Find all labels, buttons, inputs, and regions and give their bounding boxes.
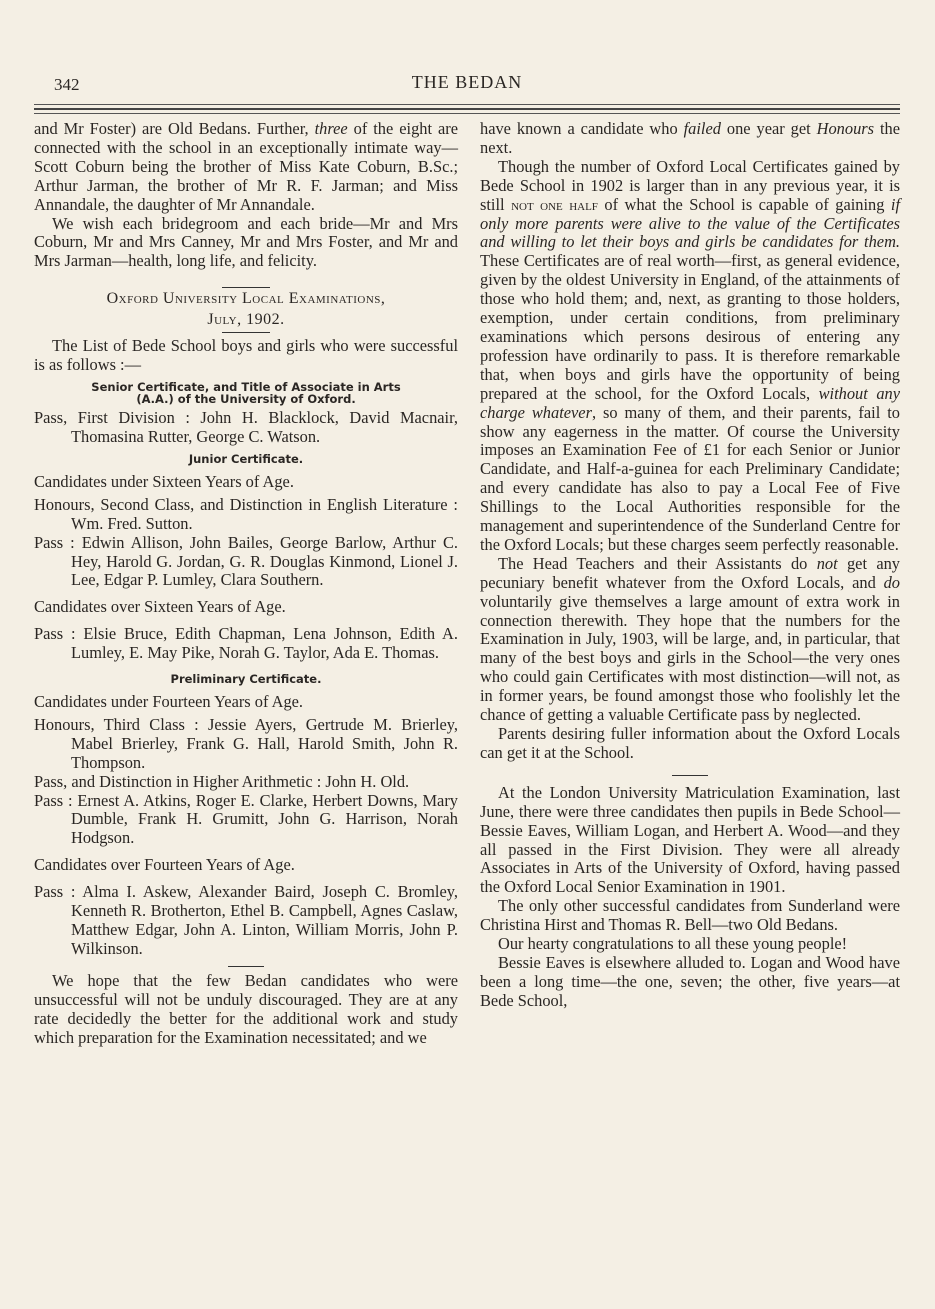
- section-rule: [672, 775, 708, 776]
- right-column: [480, 120, 900, 1011]
- paragraph: The Head Teachers and their Assistants do not get any pecuniary benefit whatever from the Oxford Locals, and do voluntarily give themselves a large amount of extra work in connection therewith. They hope that the numbers for the Examination in July, 1903, will be large, and, in particular, that many of the best boys and girls in the School—the very ones who could gain Certificates with most distinction—will not, as in former years, be found amongst those who foolishly let the chance of getting a valuable Certificate pass by neglected.: [480, 553, 900, 725]
- section-title: Oxford University Local Examinations,: [106, 290, 386, 308]
- subheading: Candidates under Fourteen Years of Age.: [34, 692, 304, 712]
- list-item: Pass, and Distinction in Higher Arithmetic : John H. Old.: [34, 771, 410, 791]
- paragraph: Our hearty congratulations to all these young people!: [498, 934, 848, 954]
- paragraph: have known a candidate who failed one year get Honours the next.: [480, 119, 901, 157]
- page-header: [34, 70, 900, 98]
- list-item: Pass : Alma I. Askew, Alexander Baird, Joseph C. Bromley, Kenneth R. Brotherton, Ethel B. Campbell, Agnes Caslaw, Matthew Edgar, John A. Linton, William Morris, John P. Wilkinson.: [34, 882, 458, 958]
- section-date: July, 1902.: [207, 311, 285, 329]
- header-rule: [34, 108, 900, 110]
- list-item: Honours, Third Class : Jessie Ayers, Gertrude M. Brierley, Mabel Brierley, Frank G. Hall, Harold Smith, John R. Thompson.: [34, 714, 458, 772]
- page-number: 342: [54, 75, 80, 94]
- paragraph: Parents desiring fuller information about the Oxford Locals can get it at the School.: [480, 724, 900, 762]
- paragraph: We wish each bridegroom and each bride—Mr and Mrs Coburn, Mr and Mrs Canney, Mr and Mrs Foster, and Mr and Mrs Jarman—health, long life, and felicity.: [34, 213, 458, 271]
- list-item: Pass : Ernest A. Atkins, Roger E. Clarke, Herbert Downs, Mary Dumble, Frank H. Grumitt, John G. Harrison, Norah Hodgson.: [34, 790, 458, 848]
- list-item: Honours, Second Class, and Distinction in English Literature : Wm. Fred. Sutton.: [34, 494, 458, 533]
- header-rule: [34, 113, 900, 114]
- subheading: Junior Certificate.: [188, 451, 304, 466]
- header-rule: [34, 104, 900, 105]
- section-rule: [228, 966, 264, 967]
- paragraph: We hope that the few Bedan candidates who were unsuccessful will not be unduly discouraged. They are at any rate decidedly the better for the additional work and study which preparation for the Examination necessitated; and we: [34, 970, 458, 1047]
- paragraph: Bessie Eaves is elsewhere alluded to. Logan and Wood have been a long time—the one, seven; the other, five years—at Bede School,: [480, 952, 900, 1010]
- paragraph: At the London University Matriculation Examination, last June, there were three candidates then pupils in Bede School—Bessie Eaves, William Logan, and Herbert A. Wood—and they all passed in the First Division. They were all already Associates in Arts of the University of Oxford, having passed the Oxford Local Senior Examination in 1901.: [480, 782, 900, 897]
- list-item: Pass : Elsie Bruce, Edith Chapman, Lena Johnson, Edith A. Lumley, E. May Pike, Norah G. Taylor, Ada E. Thomas.: [34, 624, 458, 663]
- list-item: Pass : Edwin Allison, John Bailes, George Barlow, Arthur C. Hey, Harold G. Jordan, G. R. Douglas Kinmond, Lionel J. Lee, Edgar P. Lumley, Clara Southern.: [34, 532, 458, 590]
- paragraph: Though the number of Oxford Local Certificates gained by Bede School in 1902 is larger than in any previous year, it is still not one half of what the School is capable of gaining if only more parents were alive to the value of the Certificates and willing to let their boys and girls be candidates for them. These Certificates are of real worth—first, as general evidence, given by the oldest University in England, of the attainments of those who hold them; and, next, as granting to those holders, exemption, under certain conditions, from preliminary examinations which persons desirous of entering any profession have ordinarily to pass. It is therefore remarkable that, when boys and girls have the opportunity of being prepared at the school, for the Oxford Locals, without any charge whatever, so many of them, and their parents, fail to show any eagerness in the matter. Of course the University imposes an Examination Fee of £1 for each Senior or Junior Candidate, and Half-a-guinea for each Preliminary Candidate; and every candidate has also to pay a Local Fee of Five Shillings to the Local Authorities responsible for the management and superintendence of the Sunderland Centre for the Oxford Locals; but these charges seem perfectly reasonable.: [480, 156, 900, 554]
- paragraph: and Mr Foster) are Old Bedans. Further, three of the eight are connected with the school in an exceptionally intimate way—Scott Coburn being the brother of Miss Kate Coburn, B.Sc.; Arthur Jarman, the brother of Mr R. F. Jarman; and Miss Annandale, the daughter of Mr Annandale.: [34, 119, 459, 214]
- paragraph: The List of Bede School boys and girls who were successful is as follows :—: [34, 336, 458, 375]
- subheading: Candidates over Sixteen Years of Age.: [34, 597, 286, 617]
- running-title: THE BEDAN: [411, 72, 523, 92]
- subheading: Senior Certificate, and Title of Associate in Arts (A.A.) of the University of Oxford.: [91, 380, 401, 407]
- list-item: Pass, First Division : John H. Blacklock, David Macnair, Thomasina Rutter, George C. Watson.: [34, 408, 458, 446]
- subheading: Preliminary Certificate.: [170, 672, 322, 687]
- subheading: Candidates over Fourteen Years of Age.: [34, 855, 295, 875]
- paragraph: The only other successful candidates from Sunderland were Christina Hirst and Thomas R. Bell—two Old Bedans.: [480, 896, 900, 935]
- subheading: Candidates under Sixteen Years of Age.: [34, 471, 294, 491]
- left-column: [34, 120, 458, 1047]
